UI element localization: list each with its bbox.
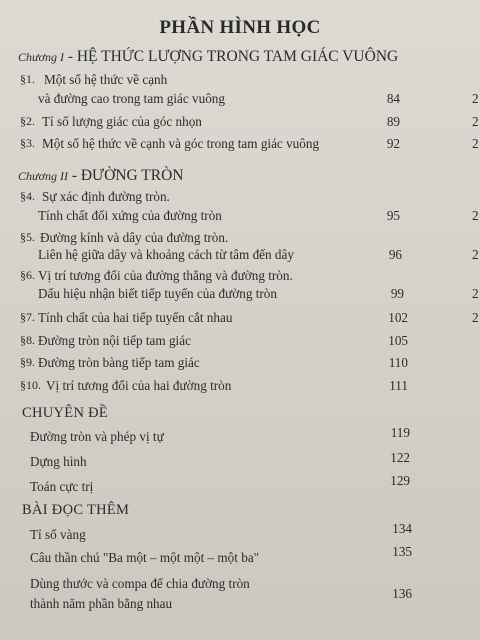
entry-line-1: Toán cực trị (30, 479, 94, 494)
section-number: §4. (20, 189, 35, 203)
page-number: 111 (389, 378, 408, 393)
section-number: §1. (20, 72, 35, 86)
chapter-2-title (18, 167, 183, 185)
cut-off-digit: 2 (472, 310, 479, 325)
section-number: §5. (20, 230, 35, 244)
page-number: 99 (390, 286, 404, 301)
page-number: 129 (390, 473, 410, 488)
section-number: §7. (20, 310, 35, 324)
page-number: 84 (386, 91, 400, 106)
page-number: 135 (392, 544, 412, 559)
section-number: §2. (20, 114, 35, 128)
entry-line-1: Tỉ số lượng giác của góc nhọn (42, 114, 202, 129)
cut-off-digit: 2 (472, 286, 479, 301)
page-number: 105 (388, 333, 408, 348)
entry-line-1: Dựng hình (30, 454, 87, 469)
entry-line-1: Đường kính và dây của đường tròn. (40, 230, 229, 245)
page-number: 96 (388, 247, 402, 262)
entry-line-2: Tính chất đối xứng của đường tròn (38, 208, 222, 223)
chapter-1-title (18, 48, 398, 66)
cut-off-digit: 2 (472, 208, 479, 223)
entry-line-1: Một số hệ thức về cạnh và góc trong tam giác vuông (42, 136, 320, 151)
page-number: 110 (388, 355, 408, 370)
entry-line-1: Đường tròn và phép vị tự (30, 429, 164, 444)
page-number: 134 (392, 521, 412, 536)
part-heading: PHẦN HÌNH HỌC (159, 17, 321, 38)
bai-doc-them-heading: BÀI ĐỌC THÊM (22, 502, 130, 518)
page-number: 89 (386, 114, 400, 129)
page-number: 136 (392, 586, 412, 601)
section-number: §8. (20, 333, 35, 347)
cut-off-digit: 2 (472, 136, 479, 151)
entry-line-2: Liên hệ giữa dây và khoảng cách từ tâm đến dây (38, 247, 294, 262)
cut-off-digit: 2 (472, 247, 479, 262)
cut-off-digit: 2 (472, 91, 479, 106)
page-number: 102 (388, 310, 408, 325)
page-number: 92 (386, 136, 400, 151)
section-number: §9. (20, 355, 35, 369)
entry-line-1: Câu thần chú "Ba một – một một – một ba" (30, 550, 260, 565)
page-number: 95 (386, 208, 400, 223)
chuyen-de-heading: CHUYÊN ĐỀ (22, 405, 109, 421)
entry-line-1: Một số hệ thức về cạnh (44, 72, 168, 87)
section-number: §6. (20, 268, 35, 282)
page-number: 119 (390, 425, 410, 440)
entry-line-2: và đường cao trong tam giác vuông (38, 91, 225, 106)
entry-line-1: Dùng thước và compa để chia đường tròn (30, 576, 250, 591)
entry-line-2: thành năm phần bằng nhau (30, 596, 173, 611)
chapter-1-label: Chương I (18, 50, 64, 64)
page-number: 122 (390, 450, 410, 465)
entry-line-1: Tính chất của hai tiếp tuyến cắt nhau (38, 310, 233, 325)
chapter-2-label: Chương II (18, 169, 68, 183)
entry-line-1: Sự xác định đường tròn. (42, 189, 170, 204)
chapter-2-name: - ĐƯỜNG TRÒN (67, 167, 184, 184)
chapter-1-name: - HỆ THỨC LƯỢNG TRONG TAM GIÁC VUÔNG (63, 48, 399, 65)
section-number: §10. (20, 378, 41, 392)
entry-line-1: Vị trí tương đối của hai đường tròn (46, 378, 232, 393)
entry-line-1: Đường tròn bàng tiếp tam giác (38, 355, 200, 370)
section-number: §3. (20, 136, 35, 150)
entry-line-1: Đường tròn nội tiếp tam giác (38, 333, 191, 348)
entry-line-1: Tỉ số vàng (30, 527, 86, 542)
entry-line-2: Dấu hiệu nhận biết tiếp tuyến của đường tròn (38, 286, 277, 301)
cut-off-digit: 2 (472, 114, 479, 129)
entry-line-1: Vị trí tương đối của đường thẳng và đường tròn. (38, 268, 293, 283)
